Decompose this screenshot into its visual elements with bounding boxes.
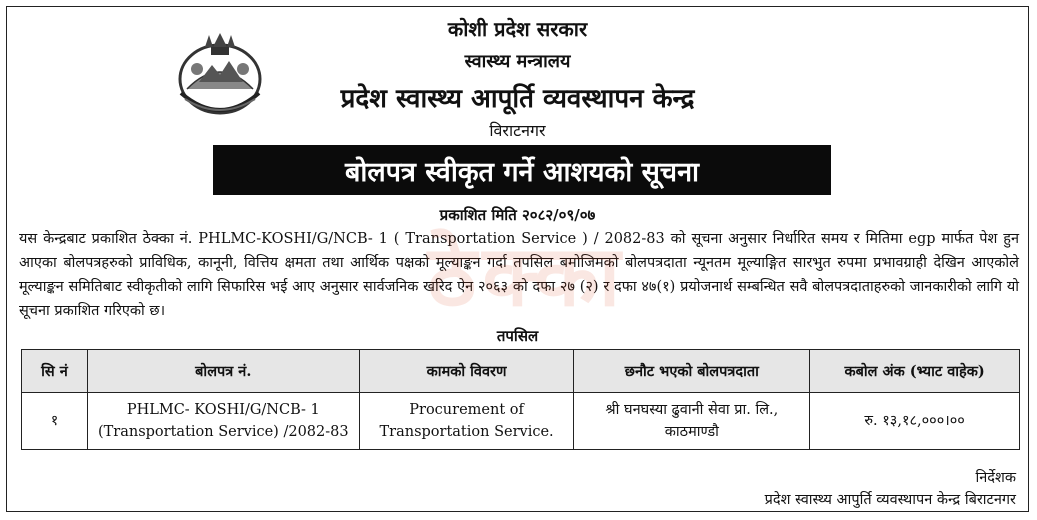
header-sn: सि नं bbox=[22, 350, 88, 393]
cell-bidder bbox=[574, 393, 810, 450]
signatory-office: प्रदेश स्वास्थ्य आपुर्ति व्यवस्थापन केन्द्र बिराटनगर bbox=[764, 492, 1016, 508]
notice-body: यस केन्द्रबाट प्रकाशित ठेक्का नं. PHLMC-KOSHI/G/NCB- 1 ( Transportation Service ) / 2082-83 को सूचना अनुसार निर्धारित समय र मितिमा egp मार्फत पेश हुन आएका बोलपत्रहरुको प्राविधिक, कानूनी, वित्तिय क्षमता तथा आर्थिक पक्षको मूल्याङ्कन गर्दा तपसिल बमोजिमको बोलपत्रदाता न्यूनतम मूल्याङ्गित सारभुत रुपमा प्रभावग्राही देखिन आएकोले मूल्याङ्कन समितिबाट स्वीकृतीको लागि सिफारिस भई आए अनुसार सार्वजनिक खरिद ऐन २०६३ को दफा २७ (२) र दफा ४७(१) प्रयोजनार्थ सम्बन्धित सवै बोलपत्रदाताहरुको जानकारीको लागि यो सूचना प्रकाशित गरिएको छ। bbox=[19, 231, 1019, 319]
work-line-1: Procurement of bbox=[409, 402, 524, 418]
bid-no-line-1: PHLMC- KOSHI/G/NCB- 1 bbox=[126, 402, 320, 418]
bidder-line-2: काठमाण्डौ bbox=[664, 424, 719, 440]
header-bid-no: बोलपत्र नं. bbox=[87, 350, 359, 393]
office-location: विराटनगर bbox=[489, 121, 546, 140]
bid-no-line-2: (Transportation Service) /2082-83 bbox=[97, 424, 349, 440]
notice-page bbox=[6, 6, 1029, 512]
notice-title-banner: बोलपत्र स्वीकृत गर्ने आशयको सूचना bbox=[213, 145, 831, 195]
published-date: प्रकाशित मिति २०८२/०९/०७ bbox=[439, 206, 596, 224]
office-name: प्रदेश स्वास्थ्य आपूर्ति व्यवस्थापन केन्द्र bbox=[340, 84, 695, 114]
header-work: कामको विवरण bbox=[359, 350, 574, 393]
details-heading: तपसिल bbox=[496, 327, 539, 345]
cell-bid-no bbox=[87, 393, 359, 450]
bidder-line-1: श्री घनघस्या ढुवानी सेवा प्रा. लि., bbox=[605, 402, 779, 418]
award-table bbox=[21, 349, 1020, 450]
header-amount: कबोल अंक (भ्याट वाहेक) bbox=[810, 350, 1020, 393]
government-name: कोशी प्रदेश सरकार bbox=[447, 17, 588, 41]
signatory-title: निर्देशक bbox=[975, 470, 1016, 486]
work-line-2: Transportation Service. bbox=[379, 424, 554, 440]
header-bidder: छनौट भएको बोलपत्रदाता bbox=[574, 350, 810, 393]
cell-work bbox=[359, 393, 574, 450]
table-row bbox=[22, 393, 1020, 450]
cell-amount: रु. १३,१८,०००।०० bbox=[810, 393, 1020, 450]
watermark-logo: ठेक्का bbox=[427, 226, 627, 325]
ministry-name: स्वास्थ्य मन्त्रालय bbox=[464, 51, 571, 72]
cell-sn: १ bbox=[22, 393, 88, 450]
table-header-row bbox=[22, 350, 1020, 393]
